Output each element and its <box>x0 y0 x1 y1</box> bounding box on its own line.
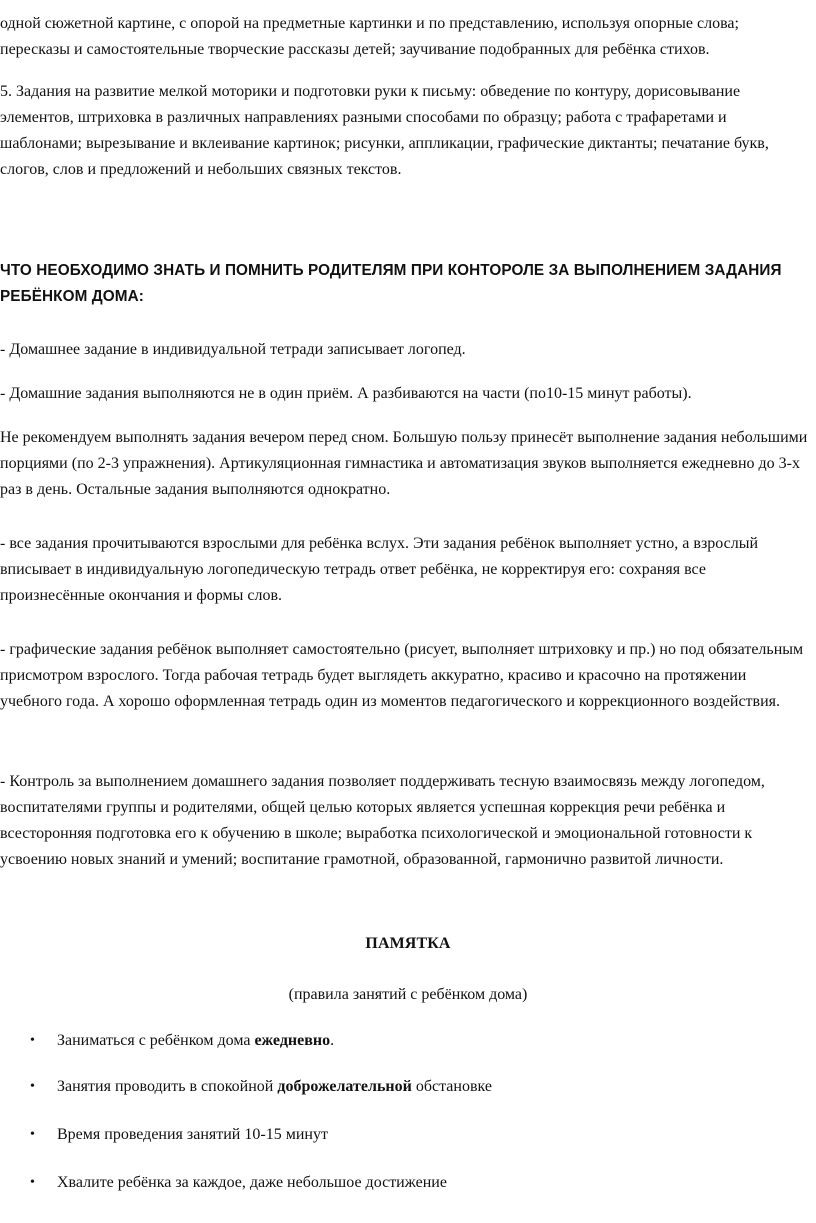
item-5-paragraph: 5. Задания на развитие мелкой моторики и подготовки руки к письму: обведение по контуру, дорисовывание элементов, штриховка в различных направлениях разными способами по образцу; работа с трафаретами и шаблонами; вырезывание и вклеивание картинок; рисунки, аппликации, графические диктанты; печатание букв, слогов, слов и предложений и небольших связных текстов. <box>0 83 769 178</box>
rule-5-paragraph: - графические задания ребёнок выполняет самостоятельно (рисует, выполняет штриховку и пр.) но под обязательным присмотром взрослого. Тогда рабочая тетрадь будет выглядеть аккуратно, красиво и красочно на протяжении учебного года. А хорошо оформленная тетрадь один из моментов педагогического и коррекционного воздействия. <box>0 641 804 710</box>
emphasis-text: доброжелательной <box>277 1078 412 1095</box>
emphasis-text: ежедневно <box>254 1032 331 1049</box>
list-item-text: Время проведения занятий 10-15 минут <box>57 1126 328 1143</box>
list-item-text: Хвалите ребёнка за каждое, даже небольшое достижение <box>57 1174 447 1191</box>
bullet-icon: • <box>30 1033 35 1048</box>
rule-2-paragraph: - Домашние задания выполняются не в один приём. А разбиваются на части (по10-15 минут работы). <box>0 385 692 402</box>
bullet-icon: • <box>30 1079 35 1094</box>
rule-3-paragraph: Не рекомендуем выполнять задания вечером перед сном. Большую пользу принесёт выполнение задания небольшими порциями (по 2-3 упражнения). Артикуляционная гимнастика и автоматизация звуков выполняется ежедневно до 3-х раз в день. Остальные задания выполняются однократно. <box>0 429 808 498</box>
bullet-icon: • <box>30 1127 35 1142</box>
rule-1-paragraph: - Домашнее задание в индивидуальной тетради записывает логопед. <box>0 341 466 358</box>
list-item-text: Заниматься с ребёнком дома ежедневно. <box>57 1032 335 1049</box>
intro-paragraph: одной сюжетной картине, с опорой на предметные картинки и по представлению, используя опорные слова; пересказы и самостоятельные творческие рассказы детей; заучивание подобранных для ребёнка стихов. <box>0 15 739 58</box>
rule-6-paragraph: - Контроль за выполнением домашнего задания позволяет поддерживать тесную взаимосвязь между логопедом, воспитателями группы и родителями, общей целью которых является успешная коррекция речи ребёнка и всесторонняя подготовка его к обучению в школе; выработка психологической и эмоциональной готовности к усвоению новых знаний и умений; воспитание грамотной, образованной, гармонично развитой личности. <box>0 773 765 868</box>
memo-subtitle: (правила занятий с ребёнком дома) <box>288 986 528 1003</box>
memo-title: ПАМЯТКА <box>365 935 451 952</box>
bullet-icon: • <box>30 1175 35 1190</box>
rule-4-paragraph: - все задания прочитываются взрослыми для ребёнка вслух. Эти задания ребёнок выполняет устно, а взрослый вписывает в индивидуальную логопедическую тетрадь ответ ребёнка, не корректируя его: сохраняя все произнесённые окончания и формы слов. <box>0 535 759 604</box>
section-heading: ЧТО НЕОБХОДИМО ЗНАТЬ И ПОМНИТЬ РОДИТЕЛЯМ ПРИ КОНТОРОЛЕ ЗА ВЫПОЛНЕНИЕМ ЗАДАНИЯ РЕБЁНКОМ ДОМА: <box>0 262 782 305</box>
list-item-text: Занятия проводить в спокойной доброжелательной обстановке <box>57 1078 492 1095</box>
